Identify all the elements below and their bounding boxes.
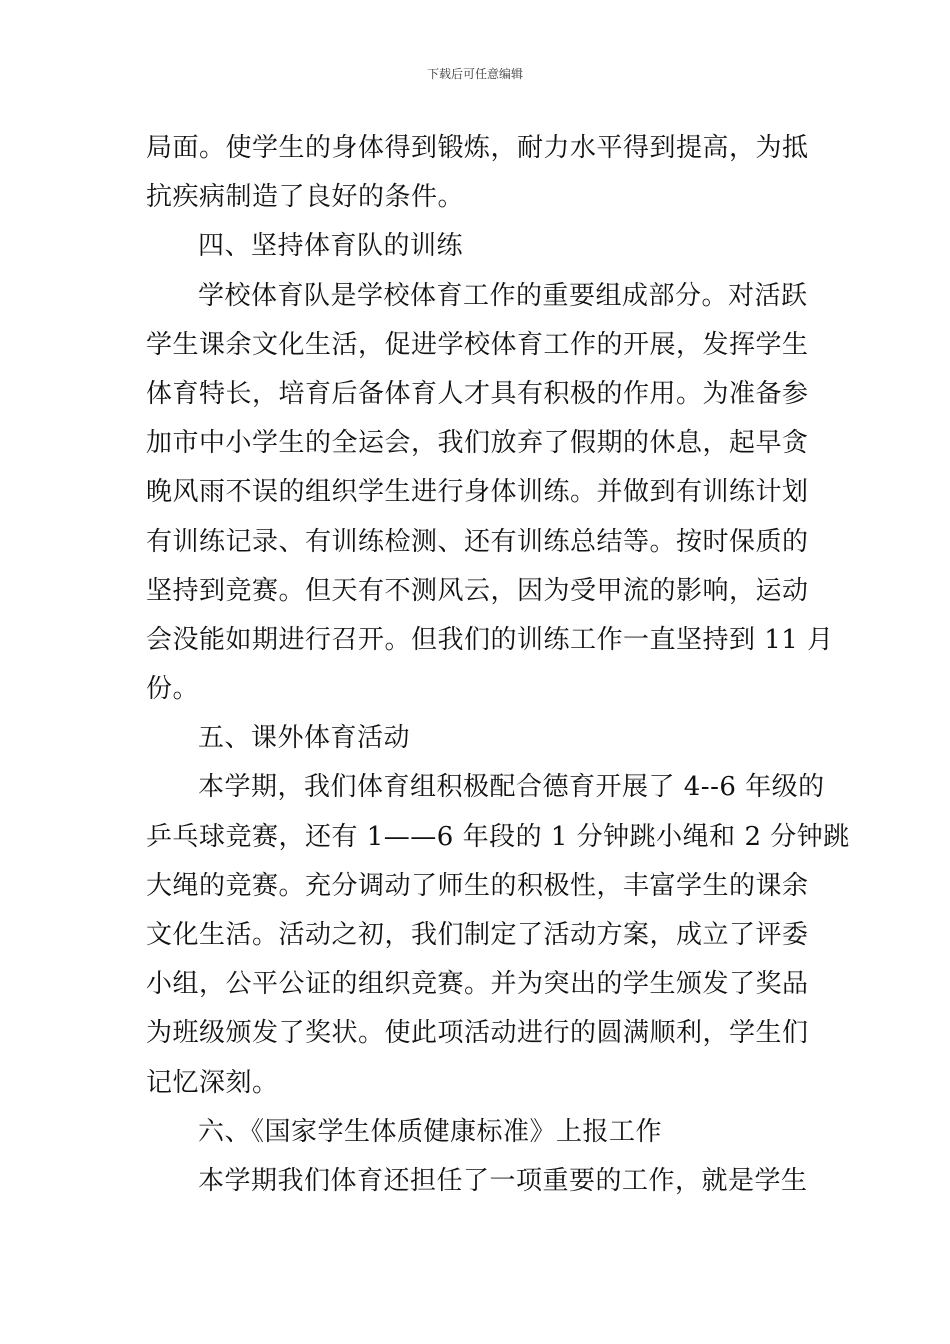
section-heading: 六、《国家学生体质健康标准》上报工作 bbox=[198, 1116, 663, 1147]
document-body bbox=[146, 124, 850, 1206]
paragraph-start: 本学期我们体育还担任了一项重要的工作，就是学生 bbox=[198, 1165, 808, 1196]
section-heading: 四、坚持体育队的训练 bbox=[198, 231, 464, 262]
text-line: 学生课余文化生活，促进学校体育工作的开展，发挥学生 bbox=[146, 329, 809, 360]
text-line: 大绳的竞赛。充分调动了师生的积极性，丰富学生的课余 bbox=[146, 870, 809, 901]
text-line: 体育特长，培育后备体育人才具有积极的作用。为准备参 bbox=[146, 378, 809, 409]
text-line: 份。 bbox=[146, 674, 200, 705]
page-header: 下载后可任意编辑 bbox=[426, 67, 523, 81]
text-line: 记忆深刻。 bbox=[146, 1067, 279, 1098]
paragraph-start: 学校体育队是学校体育工作的重要组成部分。对活跃 bbox=[198, 280, 808, 311]
text-line: 有训练记录、有训练检测、还有训练总结等。按时保质的 bbox=[146, 526, 809, 557]
section-heading: 五、课外体育活动 bbox=[198, 723, 411, 754]
text-line: 为班级颁发了奖状。使此项活动进行的圆满顺利，学生们 bbox=[146, 1018, 809, 1049]
text-line: 抗疾病制造了良好的条件。 bbox=[146, 182, 465, 213]
text-line: 小组，公平公证的组织竞赛。并为突出的学生颁发了奖品 bbox=[146, 969, 809, 1000]
text-line: 晚风雨不误的组织学生进行身体训练。并做到有训练计划 bbox=[146, 477, 809, 508]
text-line: 加市中小学生的全运会，我们放弃了假期的休息，起早贪 bbox=[146, 428, 809, 459]
text-line: 坚持到竞赛。但天有不测风云，因为受甲流的影响，运动 bbox=[146, 575, 809, 606]
text-line: 会没能如期进行召开。但我们的训练工作一直坚持到 11 月 bbox=[146, 624, 834, 655]
text-line: 局面。使学生的身体得到锻炼，耐力水平得到提高，为抵 bbox=[146, 133, 809, 163]
text-line: 文化生活。活动之初，我们制定了活动方案，成立了评委 bbox=[146, 920, 809, 950]
text-line: 乒乓球竞赛，还有 1——6 年段的 1 分钟跳小绳和 2 分钟跳 bbox=[146, 821, 850, 852]
paragraph-start: 本学期，我们体育组积极配合德育开展了 4--6 年级的 bbox=[198, 772, 825, 803]
